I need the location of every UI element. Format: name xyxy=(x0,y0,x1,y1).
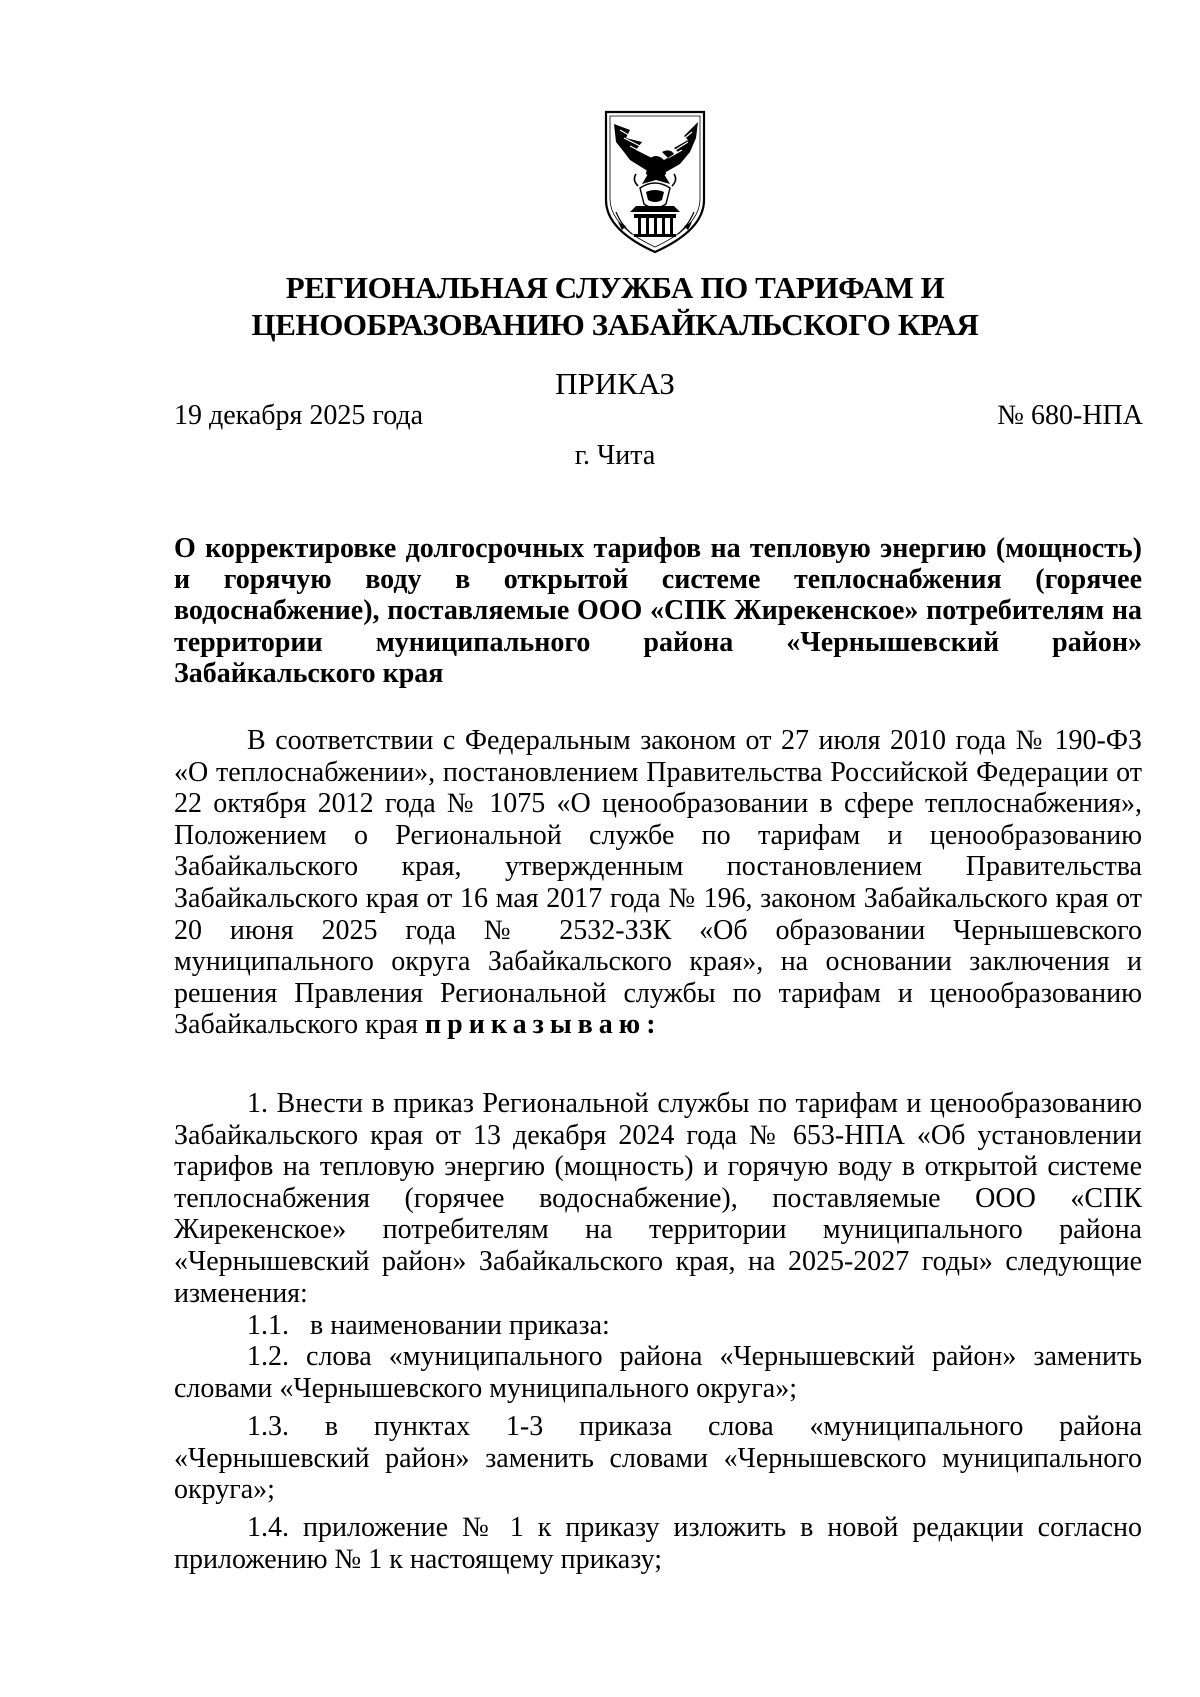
preamble-text: В соответствии с Федеральным законом от 27 июля 2010 года № 190-ФЗ «О теплоснабжении», постановлением Правительства Российской Федерации от 22 октября 2012 года № 1075 «О ценообразовании в сфере теплоснабжения», Положением о Региональной службе по тарифам и ценообразованию Забайкальского края, утвержденным постановлением Правительства Забайкальского края от 16 мая 2017 года № 196, законом Забайкальского края от 20 июня 2025 года № 2532-ЗЗК «Об образовании Чернышевского муниципального округа Забайкальского края», на основании заключения и решения Правления Региональной службы по тарифам и ценообразованию Забайкальского края xyxy=(174,725,1142,1041)
org-name-line-1: РЕГИОНАЛЬНАЯ СЛУЖБА ПО ТАРИФАМ И xyxy=(285,270,945,305)
item-1-2: 1.2. слова «муниципального района «Чернышевский район» заменить словами «Чернышевского муниципального округа»; xyxy=(174,1341,1142,1404)
document-number: № 680-НПА xyxy=(997,400,1143,431)
document-title: О корректировке долгосрочных тарифов на тепловую энергию (мощность) и горячую воду в открытой системе теплоснабжения (горячее водоснабжение), поставляемые ООО «СПК Жирекенское» потребителям на территории муниципального района «Чернышевский район» Забайкальского края xyxy=(174,533,1142,689)
item-1-3: 1.3. в пунктах 1-3 приказа слова «муниципального района «Чернышевский район» заменить словами «Чернышевского муниципального округа»; xyxy=(174,1411,1142,1506)
document-city: г. Чита xyxy=(574,440,656,471)
item-1-1: 1.1. в наименовании приказа: xyxy=(247,1310,610,1341)
preamble-paragraph xyxy=(174,725,1142,1041)
item-1: 1. Внести в приказ Региональной службы по тарифам и ценообразованию Забайкальского края от 13 декабря 2024 года № 653-НПА «Об установлении тарифов на тепловую энергию (мощность) и горячую воду в открытой системе теплоснабжения (горячее водоснабжение), поставляемые ООО «СПК Жирекенское» потребителям на территории муниципального района «Чернышевский район» Забайкальского края, на 2025-2027 годы» следующие изменения: xyxy=(174,1088,1142,1309)
item-1-4: 1.4. приложение № 1 к приказу изложить в новой редакции согласно приложению № 1 к настоящему приказу; xyxy=(174,1512,1142,1575)
coat-of-arms-icon xyxy=(600,108,710,256)
document-date: 19 декабря 2025 года xyxy=(174,400,424,431)
org-name-line-2: ЦЕНООБРАЗОВАНИЮ ЗАБАЙКАЛЬСКОГО КРАЯ xyxy=(251,307,979,342)
command-word: приказываю: xyxy=(425,1009,662,1041)
document-type: ПРИКАЗ xyxy=(555,366,675,401)
